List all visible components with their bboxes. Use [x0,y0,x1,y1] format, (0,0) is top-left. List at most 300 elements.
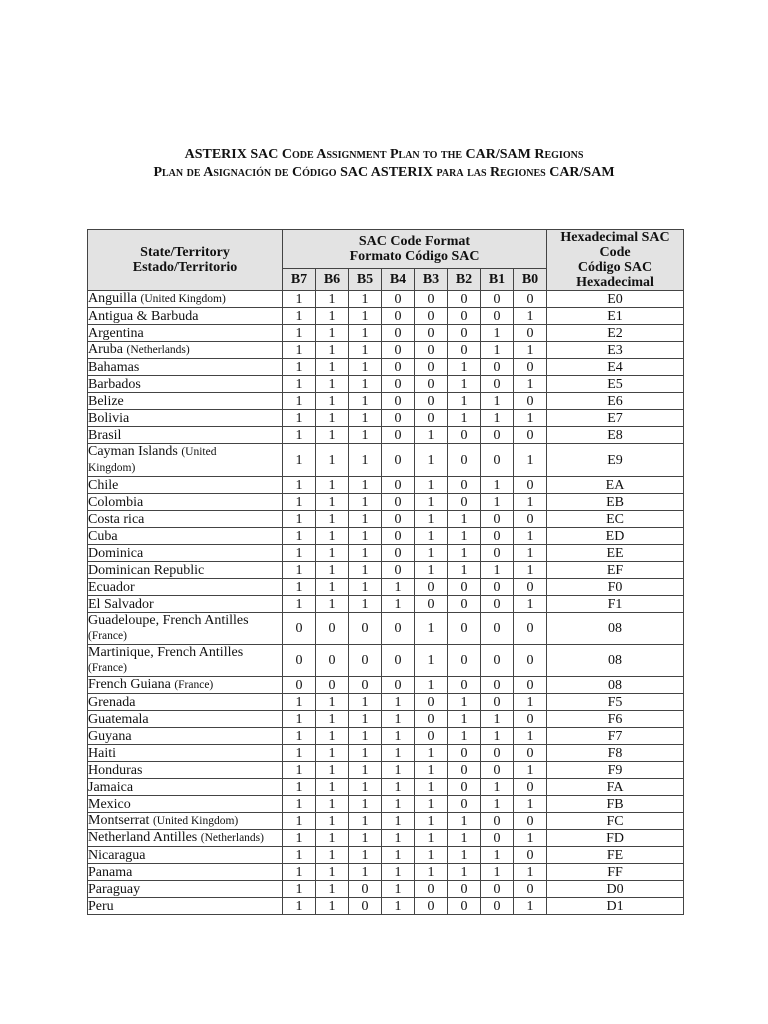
hex-code-cell: FB [547,796,684,813]
bit-b1-cell: 1 [481,779,514,796]
hex-code-cell: FC [547,813,684,830]
table-row [88,444,684,477]
state-cell [88,596,283,613]
bit-b5-cell: 1 [349,494,382,511]
bit-b5-cell: 1 [349,545,382,562]
state-cell [88,711,283,728]
bit-b3-cell: 1 [415,511,448,528]
table-row [88,898,684,915]
bit-b0-cell: 0 [514,847,547,864]
table-row [88,562,684,579]
title-spanish: Plan de Asignación de Código SAC ASTERIX para las Regiones CAR/SAM [153,165,615,180]
bit-b5-cell: 0 [349,645,382,677]
bit-b1-cell: 1 [481,477,514,494]
bit-b5-cell: 1 [349,511,382,528]
title-english: ASTERIX SAC Code Assignment Plan to the CAR/SAM Regions [184,147,584,162]
hex-code-cell: E5 [547,376,684,393]
bit-b4-cell: 0 [382,291,415,308]
bit-b3-cell: 1 [415,796,448,813]
bit-b0-cell: 0 [514,511,547,528]
hex-code-cell: E2 [547,325,684,342]
table-row [88,325,684,342]
hex-code-cell: 08 [547,613,684,645]
bit-b6-cell: 1 [316,342,349,359]
bit-b7-cell: 1 [283,291,316,308]
table-row [88,359,684,376]
bit-b5-cell: 1 [349,528,382,545]
bit-b2-cell: 0 [448,645,481,677]
bit-b6-cell: 1 [316,711,349,728]
hex-code-cell: D0 [547,881,684,898]
table-row [88,745,684,762]
bit-b5-cell: 0 [349,881,382,898]
hex-code-cell: EC [547,511,684,528]
state-cell [88,847,283,864]
header-bit-b2: B2 [448,269,481,291]
state-name: Peru [88,898,114,914]
table-row [88,393,684,410]
bit-b7-cell: 1 [283,898,316,915]
table-row [88,694,684,711]
state-name: Mexico [88,796,131,812]
bit-b6-cell: 1 [316,376,349,393]
bit-b6-cell: 1 [316,779,349,796]
bit-b3-cell: 0 [415,308,448,325]
bit-b2-cell: 0 [448,898,481,915]
bit-b4-cell: 0 [382,677,415,694]
bit-b5-cell: 1 [349,477,382,494]
state-note: (United Kingdom) [152,815,239,827]
bit-b1-cell: 0 [481,762,514,779]
bit-b2-cell: 1 [448,359,481,376]
hex-code-cell: EE [547,545,684,562]
hex-code-cell: EB [547,494,684,511]
header-bit-b3: B3 [415,269,448,291]
bit-b3-cell: 0 [415,359,448,376]
bit-b2-cell: 1 [448,545,481,562]
header-bit-b6: B6 [316,269,349,291]
state-name: Grenada [88,694,136,710]
bit-b2-cell: 0 [448,596,481,613]
hex-code-cell: F7 [547,728,684,745]
bit-b0-cell: 1 [514,762,547,779]
state-name: Dominican Republic [88,562,205,578]
bit-b4-cell: 1 [382,830,415,847]
bit-b6-cell: 1 [316,545,349,562]
table-row [88,342,684,359]
bit-b1-cell: 0 [481,613,514,645]
bit-b7-cell: 1 [283,342,316,359]
bit-b2-cell: 0 [448,494,481,511]
bit-b0-cell: 1 [514,796,547,813]
bit-b1-cell: 0 [481,830,514,847]
table-row [88,813,684,830]
bit-b2-cell: 0 [448,881,481,898]
bit-b6-cell: 1 [316,728,349,745]
bit-b6-cell: 1 [316,881,349,898]
table-row [88,376,684,393]
bit-b6-cell: 1 [316,528,349,545]
bit-b6-cell: 1 [316,694,349,711]
bit-b3-cell: 0 [415,881,448,898]
header-format-es: Formato Código SAC [349,249,480,265]
bit-b3-cell: 0 [415,393,448,410]
table-row [88,728,684,745]
bit-b2-cell: 1 [448,813,481,830]
bit-b1-cell: 0 [481,881,514,898]
hex-code-cell: 08 [547,645,684,677]
bit-b4-cell: 1 [382,847,415,864]
bit-b4-cell: 0 [382,528,415,545]
bit-b0-cell: 1 [514,898,547,915]
bit-b2-cell: 0 [448,427,481,444]
bit-b2-cell: 0 [448,745,481,762]
bit-b4-cell: 0 [382,545,415,562]
bit-b5-cell: 1 [349,393,382,410]
bit-b1-cell: 0 [481,308,514,325]
bit-b7-cell: 1 [283,393,316,410]
bit-b1-cell: 1 [481,711,514,728]
hex-code-cell: F0 [547,579,684,596]
state-name: Brasil [88,427,122,443]
bit-b0-cell: 1 [514,562,547,579]
state-cell [88,645,283,677]
bit-b6-cell: 1 [316,596,349,613]
state-cell [88,613,283,645]
bit-b7-cell: 0 [283,677,316,694]
state-cell [88,477,283,494]
hex-code-cell: E6 [547,393,684,410]
sac-code-table [87,229,684,915]
bit-b1-cell: 0 [481,427,514,444]
bit-b5-cell: 1 [349,694,382,711]
bit-b4-cell: 1 [382,779,415,796]
bit-b1-cell: 0 [481,813,514,830]
bit-b2-cell: 1 [448,562,481,579]
bit-b1-cell: 0 [481,376,514,393]
bit-b0-cell: 1 [514,830,547,847]
bit-b1-cell: 0 [481,528,514,545]
bit-b1-cell: 1 [481,393,514,410]
state-name: Ecuador [88,579,135,595]
bit-b2-cell: 0 [448,762,481,779]
bit-b6-cell: 1 [316,410,349,427]
bit-b2-cell: 0 [448,342,481,359]
bit-b5-cell: 1 [349,410,382,427]
hex-code-cell: E7 [547,410,684,427]
bit-b3-cell: 0 [415,376,448,393]
bit-b4-cell: 1 [382,694,415,711]
bit-b1-cell: 0 [481,645,514,677]
state-cell [88,393,283,410]
header-bit-b0: B0 [514,269,547,291]
state-cell [88,359,283,376]
bit-b7-cell: 1 [283,813,316,830]
bit-b4-cell: 1 [382,579,415,596]
hex-code-cell: FF [547,864,684,881]
bit-b7-cell: 0 [283,613,316,645]
bit-b6-cell: 0 [316,677,349,694]
state-cell [88,410,283,427]
table-row [88,847,684,864]
state-cell [88,528,283,545]
bit-b4-cell: 0 [382,393,415,410]
header-bit-b4: B4 [382,269,415,291]
state-name: Nicaragua [88,847,146,863]
bit-b5-cell: 1 [349,830,382,847]
bit-b3-cell: 0 [415,711,448,728]
bit-b2-cell: 0 [448,579,481,596]
bit-b3-cell: 1 [415,864,448,881]
bit-b3-cell: 0 [415,325,448,342]
state-cell [88,813,283,830]
bit-b3-cell: 1 [415,779,448,796]
table-row [88,494,684,511]
bit-b5-cell: 1 [349,427,382,444]
table-body [88,291,684,915]
bit-b5-cell: 1 [349,596,382,613]
header-bit-b1: B1 [481,269,514,291]
bit-b3-cell: 1 [415,830,448,847]
bit-b2-cell: 0 [448,325,481,342]
table-row [88,779,684,796]
bit-b5-cell: 0 [349,898,382,915]
bit-b2-cell: 1 [448,528,481,545]
bit-b0-cell: 0 [514,881,547,898]
bit-b4-cell: 0 [382,645,415,677]
bit-b7-cell: 1 [283,511,316,528]
bit-b5-cell: 0 [349,677,382,694]
bit-b3-cell: 1 [415,745,448,762]
bit-b5-cell: 1 [349,444,382,477]
table-row [88,545,684,562]
state-name: Netherland Antilles [88,830,198,845]
bit-b3-cell: 1 [415,477,448,494]
bit-b2-cell: 1 [448,728,481,745]
bit-b6-cell: 1 [316,813,349,830]
state-name: Costa rica [88,511,145,527]
bit-b0-cell: 1 [514,864,547,881]
state-note: (United Kingdom) [140,293,226,305]
state-cell [88,864,283,881]
bit-b4-cell: 1 [382,864,415,881]
state-cell [88,745,283,762]
bit-b1-cell: 0 [481,444,514,477]
table-row [88,528,684,545]
bit-b2-cell: 0 [448,477,481,494]
state-note: (United [181,446,217,458]
bit-b3-cell: 0 [415,898,448,915]
bit-b6-cell: 1 [316,494,349,511]
state-name: Guatemala [88,711,149,727]
state-name: Chile [88,477,119,493]
state-cell [88,579,283,596]
table-header [88,230,684,291]
state-name: Anguilla [88,291,137,306]
bit-b4-cell: 0 [382,325,415,342]
bit-b3-cell: 0 [415,596,448,613]
bit-b5-cell: 1 [349,342,382,359]
table-row [88,677,684,694]
bit-b3-cell: 1 [415,847,448,864]
bit-b2-cell: 1 [448,830,481,847]
state-note: (France) [174,679,214,691]
bit-b5-cell: 1 [349,376,382,393]
bit-b5-cell: 1 [349,579,382,596]
hex-code-cell: E4 [547,359,684,376]
bit-b4-cell: 0 [382,308,415,325]
bit-b2-cell: 1 [448,694,481,711]
bit-b7-cell: 1 [283,359,316,376]
state-name: Argentina [88,325,144,341]
bit-b0-cell: 0 [514,711,547,728]
bit-b1-cell: 1 [481,796,514,813]
bit-b0-cell: 1 [514,545,547,562]
bit-b5-cell: 1 [349,562,382,579]
hex-code-cell: FE [547,847,684,864]
bit-b3-cell: 1 [415,545,448,562]
bit-b6-cell: 1 [316,830,349,847]
hex-code-cell: E3 [547,342,684,359]
bit-b1-cell: 1 [481,864,514,881]
state-name: Cuba [88,528,118,544]
bit-b4-cell: 1 [382,796,415,813]
bit-b4-cell: 1 [382,728,415,745]
state-name: Martinique, French Antilles [88,645,244,660]
bit-b3-cell: 1 [415,677,448,694]
bit-b1-cell: 1 [481,342,514,359]
bit-b7-cell: 1 [283,596,316,613]
state-name: Guadeloupe, French Antilles [88,613,249,628]
header-hex-es-2: Hexadecimal [576,275,654,290]
state-cell [88,677,283,694]
table-row [88,596,684,613]
bit-b6-cell: 1 [316,579,349,596]
bit-b5-cell: 1 [349,308,382,325]
header-state-en: State/Territory [140,245,230,260]
bit-b6-cell: 0 [316,613,349,645]
bit-b2-cell: 0 [448,291,481,308]
table-row [88,762,684,779]
state-cell [88,494,283,511]
state-cell [88,291,283,308]
table-row [88,427,684,444]
hex-code-cell: E1 [547,308,684,325]
bit-b2-cell: 0 [448,677,481,694]
bit-b3-cell: 0 [415,291,448,308]
state-note: (Netherlands) [126,344,190,356]
hex-code-cell: FA [547,779,684,796]
bit-b6-cell: 1 [316,308,349,325]
bit-b5-cell: 1 [349,291,382,308]
table-row [88,291,684,308]
bit-b1-cell: 0 [481,359,514,376]
state-cell [88,511,283,528]
state-name: Bahamas [88,359,140,375]
bit-b1-cell: 1 [481,728,514,745]
bit-b6-cell: 1 [316,864,349,881]
state-cell [88,545,283,562]
table-row [88,711,684,728]
state-name: Montserrat [88,813,150,828]
hex-code-cell: D1 [547,898,684,915]
bit-b0-cell: 0 [514,613,547,645]
bit-b7-cell: 1 [283,494,316,511]
bit-b5-cell: 1 [349,359,382,376]
bit-b6-cell: 1 [316,427,349,444]
bit-b5-cell: 0 [349,613,382,645]
table-row [88,410,684,427]
bit-b5-cell: 1 [349,728,382,745]
bit-b0-cell: 0 [514,779,547,796]
header-hex-en-2: Code [599,245,631,260]
bit-b1-cell: 1 [481,562,514,579]
bit-b0-cell: 0 [514,325,547,342]
state-name: Belize [88,393,124,409]
state-name: Aruba [88,342,123,357]
bit-b4-cell: 0 [382,562,415,579]
state-note-line2: (France) [88,630,127,642]
bit-b0-cell: 0 [514,477,547,494]
bit-b0-cell: 1 [514,494,547,511]
bit-b5-cell: 1 [349,864,382,881]
bit-b3-cell: 1 [415,528,448,545]
bit-b3-cell: 1 [415,444,448,477]
bit-b0-cell: 1 [514,694,547,711]
bit-b7-cell: 1 [283,579,316,596]
bit-b3-cell: 1 [415,613,448,645]
bit-b2-cell: 1 [448,511,481,528]
bit-b6-cell: 1 [316,847,349,864]
hex-code-cell: ED [547,528,684,545]
state-cell [88,562,283,579]
bit-b0-cell: 0 [514,813,547,830]
state-name: El Salvador [88,596,154,612]
state-name: Haiti [88,745,116,761]
bit-b7-cell: 1 [283,444,316,477]
state-note: (Netherlands) [200,832,264,844]
bit-b5-cell: 1 [349,745,382,762]
bit-b4-cell: 1 [382,711,415,728]
bit-b7-cell: 1 [283,528,316,545]
hex-code-cell: E0 [547,291,684,308]
bit-b6-cell: 1 [316,325,349,342]
header-state-territory [88,230,283,291]
bit-b0-cell: 0 [514,677,547,694]
bit-b2-cell: 1 [448,393,481,410]
bit-b4-cell: 0 [382,410,415,427]
bit-b2-cell: 0 [448,796,481,813]
bit-b6-cell: 1 [316,359,349,376]
bit-b6-cell: 0 [316,645,349,677]
bit-b3-cell: 1 [415,813,448,830]
bit-b5-cell: 1 [349,762,382,779]
bit-b4-cell: 0 [382,477,415,494]
bit-b1-cell: 0 [481,545,514,562]
bit-b4-cell: 0 [382,444,415,477]
bit-b6-cell: 1 [316,393,349,410]
bit-b6-cell: 1 [316,898,349,915]
state-name: Cayman Islands [88,444,178,459]
bit-b1-cell: 0 [481,677,514,694]
bit-b4-cell: 0 [382,494,415,511]
bit-b7-cell: 1 [283,728,316,745]
state-cell [88,881,283,898]
header-hex-es-1: Código SAC [577,260,653,275]
state-cell [88,762,283,779]
bit-b7-cell: 1 [283,745,316,762]
bit-b1-cell: 0 [481,291,514,308]
